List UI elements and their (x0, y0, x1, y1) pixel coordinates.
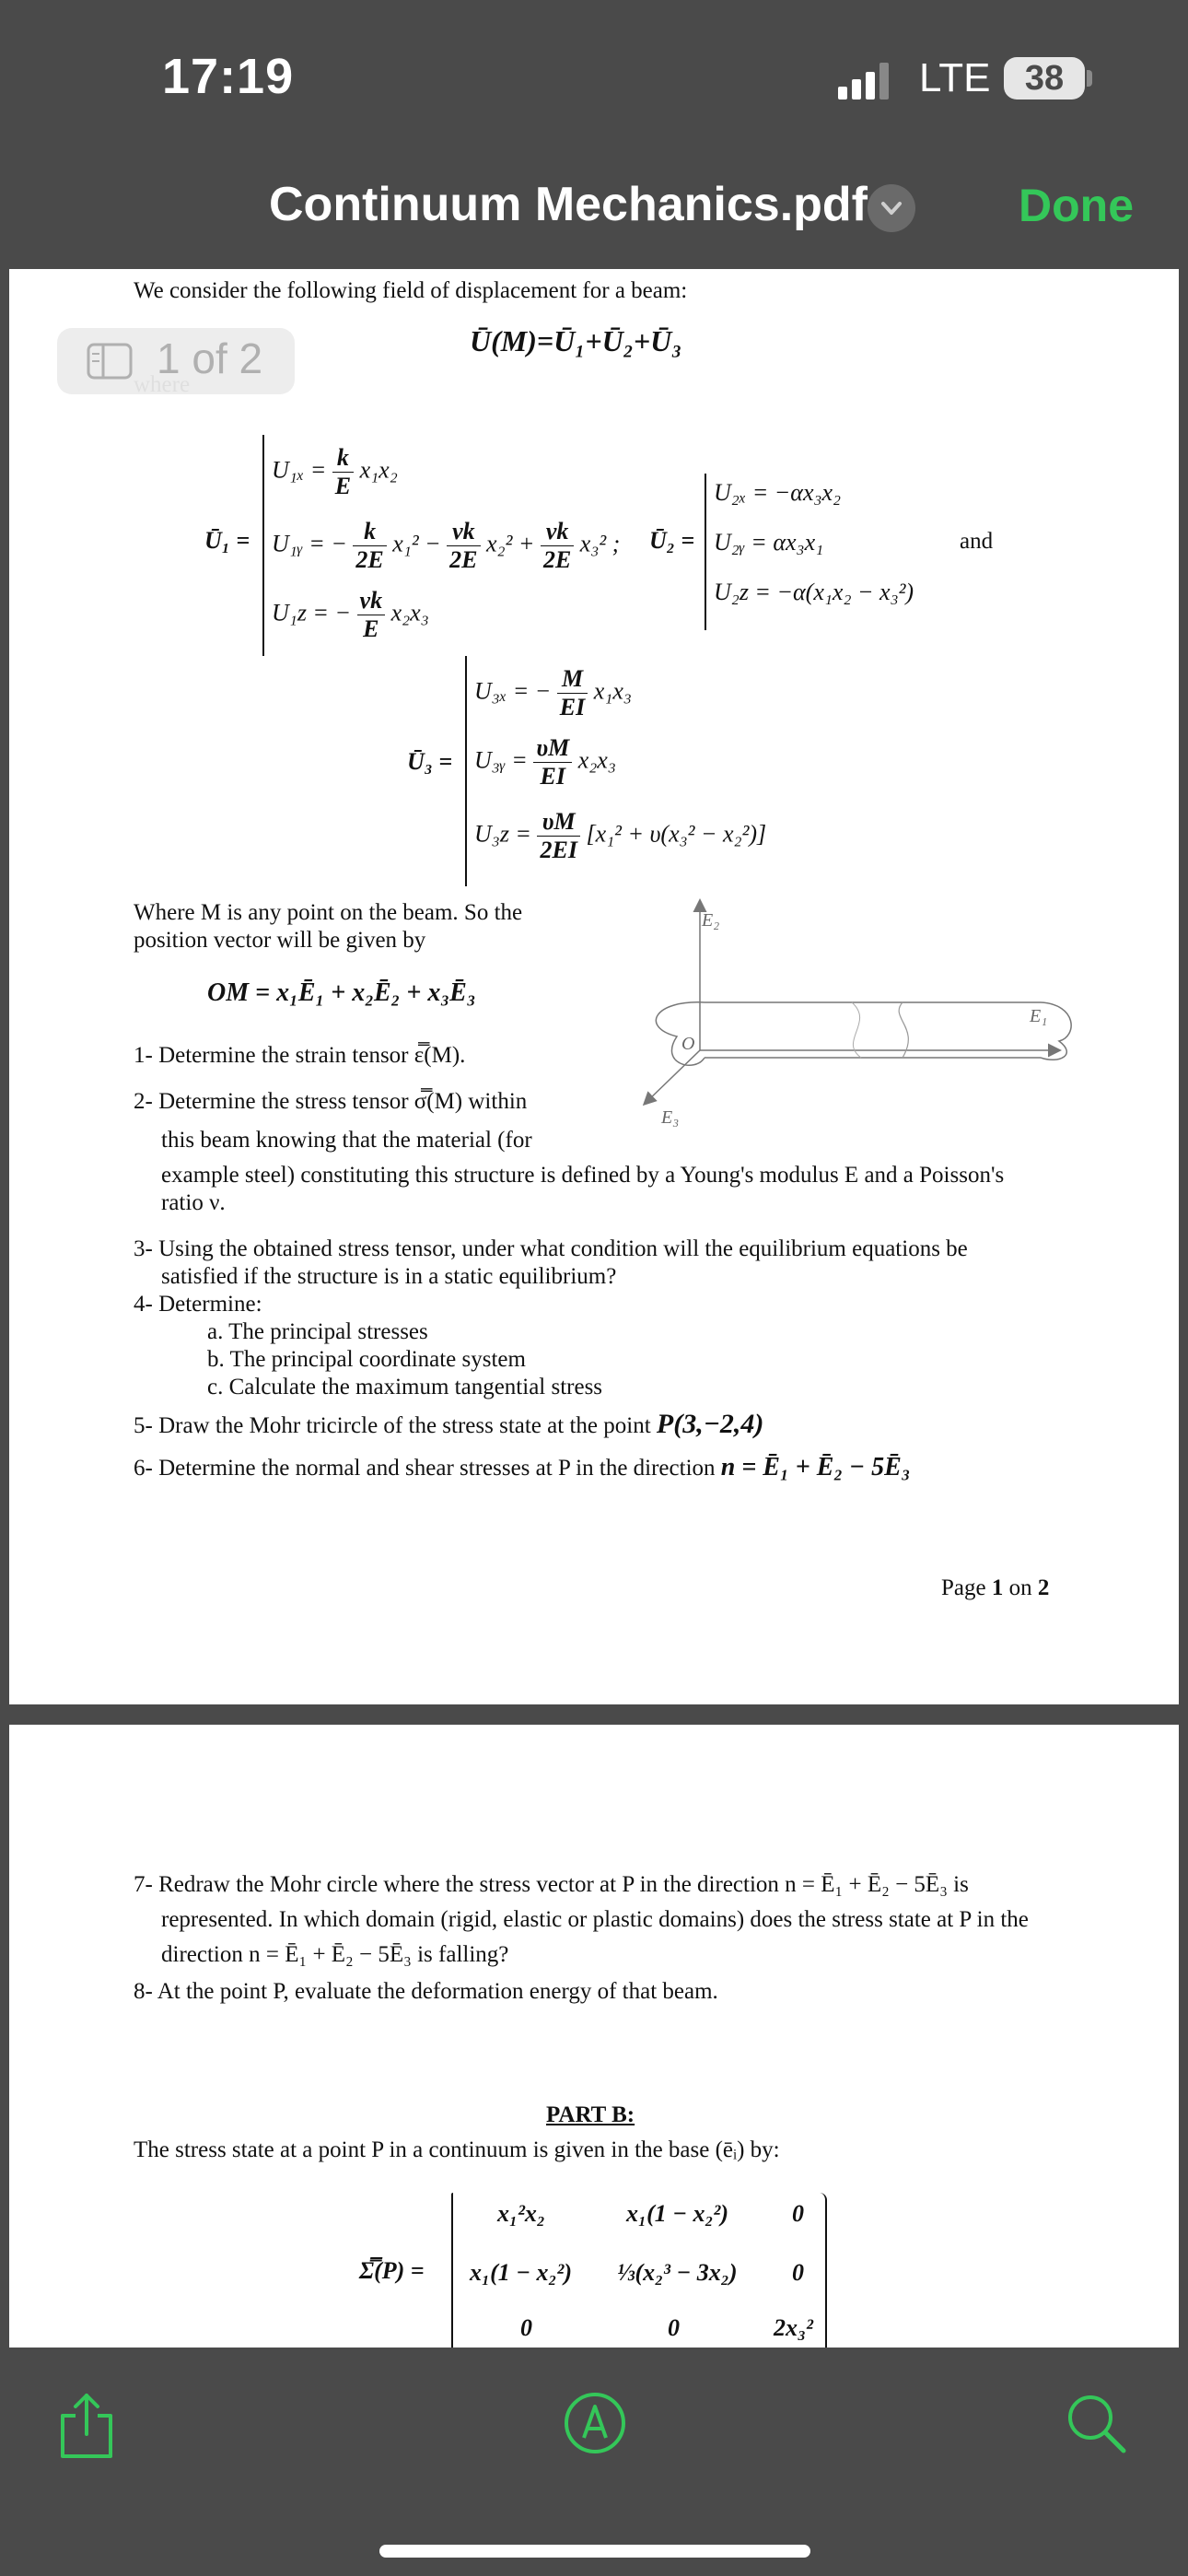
u2z: U₂z = −α(x₁x₂ − x₃²) (714, 579, 914, 605)
e2-label: E₂ (702, 910, 720, 931)
matrix-cell-21: 0 (668, 2314, 680, 2341)
where-line-2: position vector will be given by (134, 928, 426, 953)
matrix-right-bracket (820, 2193, 827, 2359)
question-4: 4- Determine: (134, 1292, 262, 1317)
om-equation: OM = x₁Ē₁ + x₂Ē₂ + x₃Ē₃ (207, 978, 476, 1007)
u1x-label: U₁ₓ = (272, 456, 332, 484)
question-5: 5- Draw the Mohr tricircle of the stress state at the point (134, 1413, 657, 1438)
where-line-1: Where M is any point on the beam. So the (134, 900, 523, 925)
home-indicator[interactable] (379, 2545, 810, 2558)
matrix-cell-00: x₁²x₂ (497, 2200, 545, 2227)
matrix-cell-10: x₁(1 − x₂²) (470, 2259, 572, 2286)
sigma-lhs: Σ̿(P) = (359, 2257, 425, 2284)
u1x-rest: x₁x₂ (359, 456, 398, 484)
u3-lhs: Ū₃ = (407, 748, 453, 775)
chevron-down-icon[interactable] (868, 184, 915, 232)
frac-k-E: $\frac{k}{E}$ (332, 444, 354, 500)
network-type: LTE (919, 55, 991, 100)
u3x-label: U₃ₓ = − (474, 677, 552, 705)
pdf-page-1[interactable] (9, 269, 1179, 1704)
battery-tip (1087, 70, 1092, 87)
frac-vk-2E-a: $\frac{\nu k}{2E}$ (447, 518, 480, 574)
u1y-label: U₁ᵧ = − (272, 530, 347, 557)
u2y: U₂ᵧ = αx₃x₁ (714, 529, 824, 556)
question-2-c: example steel) constituting this structure is defined by a Young's modulus E and a Poisson's (161, 1163, 1005, 1188)
matrix-cell-01: x₁(1 − x₂²) (626, 2200, 728, 2227)
share-icon[interactable] (57, 2392, 116, 2460)
u1y-rest2: x₂² + (486, 530, 541, 557)
e1-label: E₁ (1030, 1006, 1048, 1026)
frac-k-2E: $\frac{k}{2E}$ (353, 518, 386, 574)
u1z-rest: x₂x₃ (390, 599, 429, 626)
frac-uM-2EI: $\frac{\upsilon M}{2EI}$ (537, 808, 579, 864)
bottom-toolbar (0, 2348, 1188, 2576)
markup-icon[interactable] (564, 2392, 626, 2454)
u3y-label: U₃ᵧ = (474, 746, 534, 774)
question-3-b: satisfied if the structure is in a static equilibrium? (161, 1264, 617, 1289)
question-3: 3- Using the obtained stress tensor, under what condition will the equilibrium equations be (134, 1236, 968, 1261)
footer-pre: Page (941, 1575, 992, 1600)
sidebar-icon[interactable] (87, 343, 133, 380)
frac-vk-2E-b: $\frac{\nu k}{2E}$ (541, 518, 574, 574)
document-title[interactable]: Continuum Mechanics.pdf (269, 178, 868, 231)
question-8: 8- At the point P, evaluate the deformation energy of that beam. (134, 1979, 718, 2004)
question-7-c: direction n = Ē₁ + Ē₂ − 5Ē₃ is falling? (161, 1942, 509, 1967)
footer-num: 1 (991, 1575, 1004, 1600)
u3z-rest: [x₁² + υ(x₃² − x₂²)] (586, 820, 767, 848)
u1-lhs: Ū₁ = (204, 527, 250, 554)
matrix-cell-20: 0 (520, 2314, 532, 2341)
question-7-b: represented. In which domain (rigid, elastic or plastic domains) does the stress state at P in the (161, 1907, 1029, 1932)
u1y-rest3: x₃² ; (579, 530, 621, 557)
question-7: 7- Redraw the Mohr circle where the stress vector at P in the direction n = Ē₁ + Ē₂ − 5Ē₃ is (134, 1872, 969, 1897)
frac-M-EI: $\frac{M}{EI}$ (557, 665, 588, 721)
question-2: 2- Determine the stress tensor σ̿(M) within (134, 1089, 528, 1114)
and-text: and (960, 529, 994, 554)
u1z-label: U₁z = − (272, 599, 352, 626)
question-6: 6- Determine the normal and shear stresses at P in the direction (134, 1456, 721, 1481)
cellular-signal-icon (838, 63, 890, 100)
done-button[interactable]: Done (1019, 180, 1134, 231)
frac-vk-E: $\frac{\nu k}{E}$ (357, 587, 386, 643)
question-4c: c. Calculate the maximum tangential stress (207, 1375, 603, 1399)
search-icon[interactable] (1065, 2392, 1129, 2456)
question-2-d: ratio ν. (161, 1190, 226, 1215)
matrix-cell-02: 0 (792, 2200, 804, 2227)
main-equation: Ū(M)=Ū₁+Ū₂+Ū₃ (470, 324, 682, 357)
page-footer (941, 1575, 1049, 1601)
battery-icon: 38 (1004, 57, 1085, 100)
matrix-cell-22: 2x₃² (774, 2314, 813, 2341)
u1-brace (262, 435, 264, 656)
u2-lhs: Ū₂ = (649, 527, 695, 554)
matrix-cell-12: 0 (792, 2259, 804, 2286)
e3-label: E₃ (661, 1107, 680, 1128)
origin-label: O (681, 1034, 695, 1054)
status-time: 17:19 (162, 49, 295, 104)
u2-brace (705, 474, 706, 630)
u3y-rest: x₂x₃ (577, 746, 616, 774)
question-4b: b. The principal coordinate system (207, 1347, 526, 1372)
matrix-left-bracket (451, 2193, 453, 2359)
frac-uM-EI: $\frac{\upsilon M}{EI}$ (533, 734, 572, 790)
stress-intro: The stress state at a point P in a continuum is given in the base (ēᵢ) by: (134, 2137, 780, 2162)
u3z-label: U₃z = (474, 820, 538, 848)
matrix-cell-11: ⅓(x₂³ − 3x₂) (617, 2259, 738, 2286)
question-1: 1- Determine the strain tensor ε̿(M). (134, 1043, 466, 1068)
u2x: U₂ₓ = −αx₃x₂ (714, 479, 842, 506)
intro-text: We consider the following field of displacement for a beam: (134, 278, 688, 303)
page-indicator-label: 1 of 2 (157, 334, 263, 382)
u3-brace (465, 656, 467, 886)
question-4a: a. The principal stresses (207, 1319, 428, 1344)
footer-total: 2 (1037, 1575, 1050, 1600)
u1y-rest: x₁² − (392, 530, 448, 557)
point-p: P(3,−2,4) (656, 1409, 764, 1439)
question-2-b: this beam knowing that the material (for (161, 1128, 532, 1153)
direction-n: n = Ē₁ + Ē₂ − 5Ē₃ (720, 1453, 911, 1481)
pdf-page-2[interactable] (9, 1725, 1179, 2348)
part-b-heading: PART B: (546, 2102, 635, 2127)
footer-mid: on (1003, 1575, 1038, 1600)
u3x-rest: x₁x₃ (593, 677, 632, 705)
beam-figure (617, 894, 1077, 1115)
